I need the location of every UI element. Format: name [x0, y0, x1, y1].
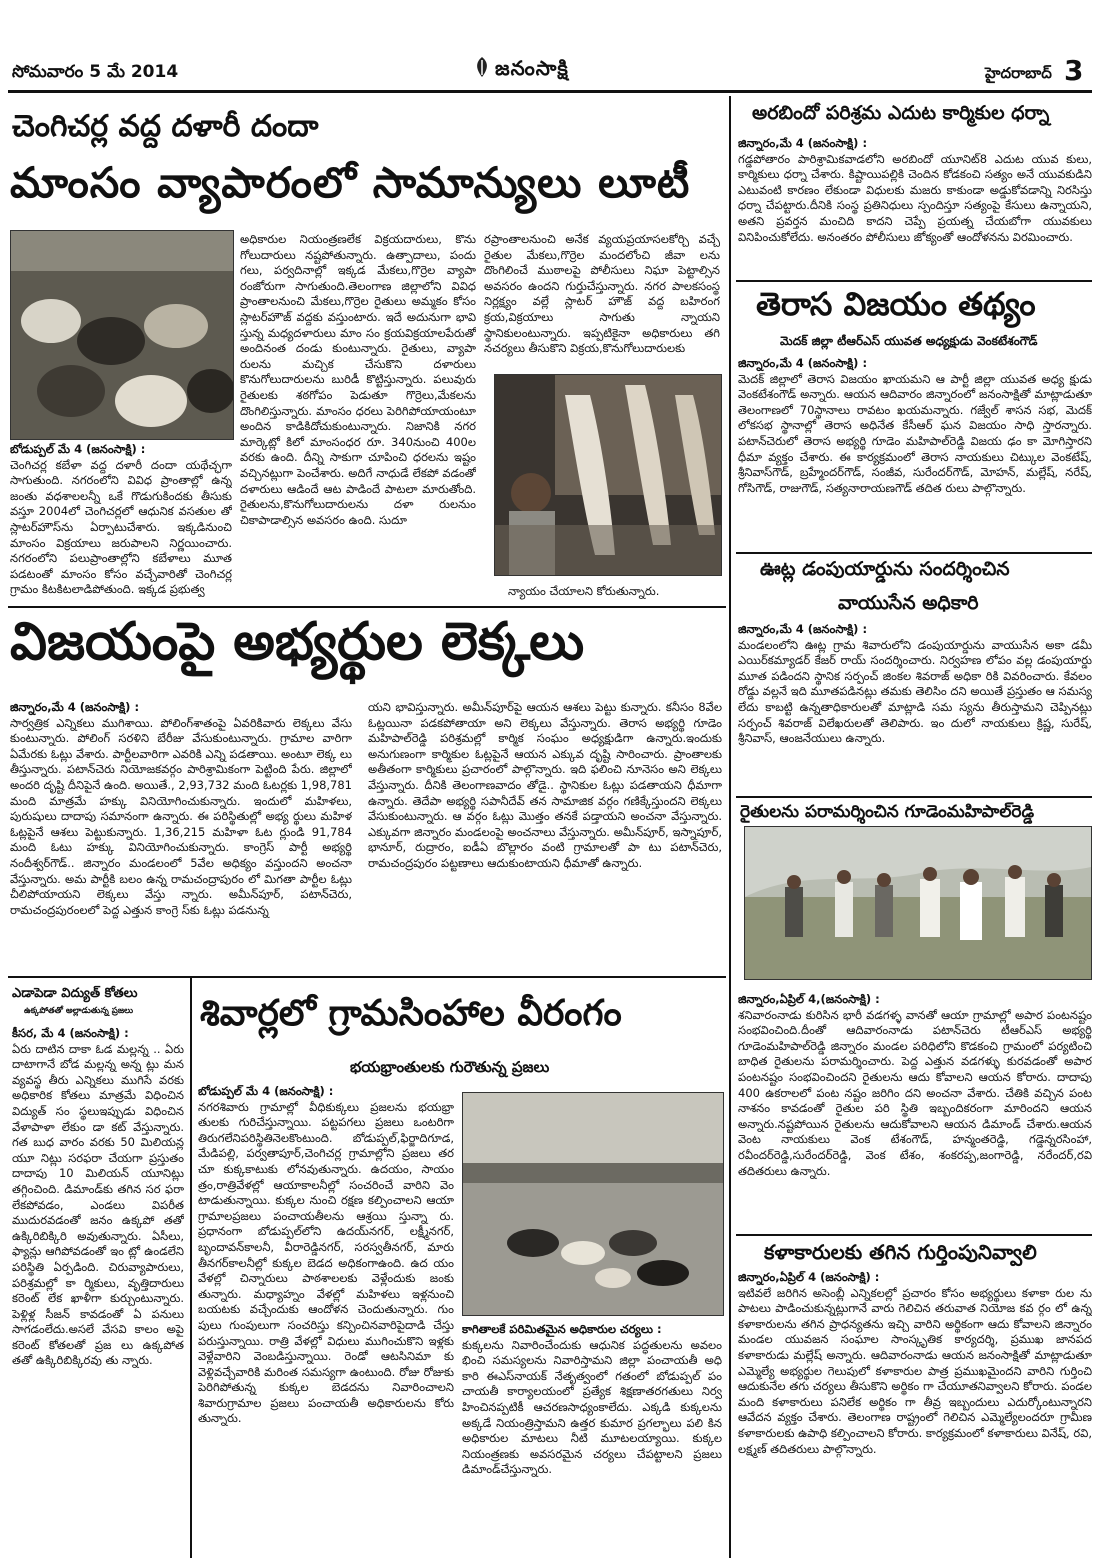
column-divider: [190, 978, 192, 1558]
story-column: [738, 1270, 1092, 1556]
story-column: [738, 622, 1092, 792]
dateline: జిన్నారం,ఏప్రిల్ 4,(జనంసాక్షి) :: [738, 992, 880, 1006]
butcher-photo: [494, 374, 722, 576]
story-text: సార్వత్రిక ఎన్నికలు ముగిశాయి. పోలింగ్‌శాతంపై ఏవరికివారు లెక్కలు వేసు కుంటున్నారు. పోలింగ్ సరళిని బేరీజు వేసుకుంటున్నారు. గ్రామాల వారిగా ఏమేరకు ఓట్లు వేశారు. పార్టీలవారిగా ఎవరికి ఎన్ని పడతాయి. అంటూ లెక్క లు తీస్తున్నారు. పటాన్‌చెరు నియోజకవర్గం పారిశ్రామికంగా పెట్టింది పేరు. జిల్లాలో అందరి దృష్టి దీనిపైనే ఉంది. అయితే., 2,93,732 మంది ఓటర్లకు 1,98,781 మంది మాత్రమే హక్కు వినియోగించుకున్నారు. ఇందులో మహిళలు, పురుషులు దాదాపు సమానంగా ఉన్నారు. ఈ పరిస్థితుల్లో అభ్య ర్థులు మహిళ ఓట్లపైనే ఆశలు పెట్టుకున్నారు. 1,36,215 మహిళా ఓట ర్లుండి 91,784 మంది ఓటు హక్కు వినియోగించుకున్నారు. కాంగ్రెస్ పార్టీ అభ్యర్థి నందీశ్వర్‌గౌడ్.. జిన్నారం మండలంలో 5వేల అధిక్యం వస్తుందని అంచనా వేస్తున్నారు. అమ పార్టీకి బలం ఉన్న రామచంద్రాపురం లో మిగతా పార్టీల ఓట్లు చీలిపోయాయని లెక్కలు వేస్తు న్నారు. అమీన్‌పూర్, పటాన్‌చెరు, రామచంద్రపురంలలో పెద్ద ఎత్తున కాంగ్రె స్‌కు ఓట్లు పడనున్న: [10, 715, 352, 917]
story-text: కుక్కలను నివారించేందుకు ఆధునిక పద్ధతులను అవలం భించి సమస్యలను నివారిస్తామని జిల్లా పంచాయతీ అధి కారి ఈఎస్‌నాయక్ నేతృత్వంలో గతంలో బోడుప్పల్ పం చాయతీ కార్యాలయంలో ప్రత్యేక శిక్షణాతరగతులు నిర్వ హించినప్పటికీ ఆచరణసాధ్యంకాలేదు. ఎక్కడి కుక్కలను అక్కడే నియంత్రిస్తామని ఉత్తర కుమార ప్రగల్భాలు పలి కిన అధికారుల మాటలు నీటి మూటలయ్యాయి. కుక్కల నియంత్రణకు అవసరమైన చర్యలు చేపట్టాలని ప్రజలు డిమాండ్‌చేస్తున్నారు.: [462, 1337, 722, 1477]
section-divider: [736, 796, 1092, 798]
column-divider: [729, 96, 731, 1558]
story-headline: విజయంపై అభ్యర్థుల లెక్కలు: [10, 612, 585, 672]
story-headline: ఎడాపెడా విద్యుత్ కోతలు: [12, 986, 138, 1001]
story-tail: [508, 584, 720, 602]
sidebar-box: [462, 1322, 722, 1556]
story-text: ఏరు దాటిన దాకా ఓడ మల్లన్న .. ఏరు దాటాగానే బోడ మల్లన్న అన్న ట్లు మన వ్యవస్థ తీరు ఎన్నికలు ముగిసే వరకు అధికారిక కోతలు మాత్రమే విధించిన విద్యుత్ సం స్థలుఇప్పుడు విధించిన వేళాపాళా లేకుం డా కట్ వేస్తున్నారు. గత బుధ వారం వరకు 50 మిలియన్ల యూ నిట్లు సరఫరా చేయగా ప్రస్తుతం దాదాపు 10 మిలియన్ యూనిట్లు తగ్గించింది. డిమాండ్‌కు తగిన సర ఫరా లేకపోవడం, ఎండలు విపరీత ముదురవడంతో జనం ఉక్కపో తతో ఉక్కిరిబిక్కిరి అవుతున్నారు. ఏసీలు, ఫ్యాన్లు ఆగిపోవడంతో ఇం ట్లో ఉండలేని పరిస్థితి ఏర్పడింది. చిరువ్యాపారులు, పరిశ్రమల్లో కా ర్మికులు, వృత్తిదారులు కరెంట్ లేక ఖాళీగా కుర్చుంటున్నారు. పెళ్లిళ్ల సీజన్ కావడంతో ఏ పనులు సాగడంలేదు.అసలే వేసవి కాలం అపై కరెంట్ కోతలతో ప్రజ లు ఉక్కపోత తతో ఉక్కిరిబిక్కిరవు తు న్నారు.: [12, 1041, 184, 1368]
dateline: జిన్నారం,ఏప్రిల్ 4 (జనంసాక్షి) :: [738, 1270, 880, 1284]
dateline: జిన్నారం,మే 4 (జనంసాక్షి) :: [738, 622, 868, 636]
box-title: కాగితాలకే పరిమితమైన అధికారుల చర్యలు :: [462, 1322, 662, 1336]
dateline: జిన్నారం,మే 4 (జనంసాక్షి) :: [10, 700, 140, 714]
story-text: మెదక్ జిల్లాలో తెరాస విజయం ఖాయమని ఆ పార్టీ జిల్లా యువత అధ్య క్షుడు వెంకటేశంగౌడ్ అన్నారు. ఆయన ఆదివారం జిన్నారంలో జనంసాక్షితో మాట్లాడుతూ తెలంగాణలో 70స్థానాలు రావటం ఖయమన్నారు. గజ్వేల్ శాసన సభ, మెదక్ లోకసభ స్థానాల్లో తెరాస అధినేత కేసీఆర్ ఘన విజయం సాధి స్తారన్నారు. పటాన్‌చెరులో తెరాస అభ్యర్థి గూడెం మహిపాల్‌రెడ్డి విజయ ఢం కా మోగిస్తారని ధీమా వ్యక్తం చేశారు. ఈ కార్యక్రమంలో తెరాస నాయకులు చిట్కుల వెంకటేష్, శ్రీనివాస్‌గౌడ్, బ్రహ్మేందర్‌గౌడ్, సంజీవ, సురేందర్‌గౌడ్, మోహన్, మల్లేష్, నరేష్, గోసిగౌడ్, రాజుగౌడ్, సత్యనారాయణగౌడ్ తదిత రులు పాల్గొన్నారు.: [738, 371, 1092, 495]
story-column: [738, 992, 1092, 1232]
page-header: [0, 0, 1100, 96]
section-divider: [736, 552, 1092, 554]
story-headline: రైతులను పరామర్శించిన గూడెంమహిపాల్‌రెడ్డి: [740, 802, 1035, 822]
story-column: [198, 1084, 454, 1556]
page-number: 3: [1064, 54, 1084, 87]
dateline: బోడుప్పల్ మే 4 (జనంసాక్షి) :: [198, 1084, 334, 1098]
dateline: జిన్నారం,మే 4 (జనంసాక్షి) :: [738, 136, 868, 150]
story-text: చెంగిచర్ల కబేళా వద్ద దళారీ దందా యథేచ్ఛగా సాగుతుంది. నగరంలోని వివిధ ప్రాంతాల్లో ఉన్న జంతు వధశాలలన్నీ ఒకే గొడుగుకిందకు తీసుకు వస్తూ 2004లో చెంగిచర్లలో ఆధునిక వసతుల తో స్లాటర్‌హౌస్‌ను ఏర్పాటుచేశారు. ఇక్కడినుంచి మాంసం విక్రయాలు జరుపాలని నిర్ణయించారు. నగరంలోని పలుప్రాంతాల్లోని కబేళాలు మూత పడటంతో మాంసం కోసం వచ్చేవారితో చెంగిచర్ల గ్రామం కిటకిటలాడిపోతుంది. ఇక్కడ ప్రభుత్వ: [10, 457, 232, 597]
story-column: [10, 700, 352, 972]
story-column: [368, 700, 722, 972]
dateline: జిన్నారం,మే 4 (జనంసాక్షి) :: [738, 356, 868, 370]
story-text: నగరశివారు గ్రామాల్లో వీధికుక్కలు ప్రజలను భయభ్రా తులకు గురిచేస్తున్నాయి. పట్టపగలు ప్రజలు ఒంటరిగా తిరుగలేనిపరిస్థితినెలకొంటుంది. బోడుప్పల్,ఫిర్జాదిగూడ, మేడిపల్లి, పర్వతాపూర్,చెంగిచర్ల గ్రామాల్లోని ప్రజలు తర చూ కుక్కకాటుకు లోనవుతున్నారు. ఉదయం, సాయం త్రం,రాత్రివేళల్లో ఆయాకాలనీల్లో సంచరించే వారిని వెం టాడుతున్నాయి. కుక్కల నుంచి రక్షణ కల్పించాలని ఆయా గ్రామాలప్రజలు పంచాయతీలను ఆశ్రయి స్తున్నా రు. ప్రధానంగా బోడుప్పల్‌లోని ఉదయ్‌నగర్, లక్ష్మీనగర్, బృందావన్‌కాలనీ, వీరారెడ్డినగర్, సరస్వతీనగర్, మారు తీనగర్‌కాలనీల్లో కుక్కల బెడద అధికంగాఉంది. ఉద యం వేళల్లో చిన్నారులు పాఠశాలలకు వెళ్లేందుకు జంకు తున్నారు. మధ్యాహ్నం వేళల్లో మహిళలు ఇళ్లనుంచి బయటకు వచ్చేందుకు ఆందోళన చెందుతున్నారు. గుం పులు గుంపులుగా సంచరిస్తు కన్పించినవారిపైదాడి చేస్తు పరుస్తున్నాయి. రాత్రి వేళల్లో విధులు ముగించుకొని ఇళ్లకు వెళ్లేవారిని వెంబడిస్తున్నాయి. రెండో ఆటసినిమా కు వెళ్లివచ్చేవారికి మరింత సమస్యగా ఉంటుంది. రోజు రోజుకు పెరిగిపోతున్న కుక్కల బెడదను నివారించాలని శివారుగ్రామాల ప్రజలు పంచాయతీ అధికారులను కోరు తున్నారు.: [198, 1099, 454, 1426]
section-divider: [8, 606, 726, 608]
story-column: [738, 136, 1092, 278]
story-headline: వాయుసేన అధికారి: [838, 592, 979, 614]
story-kicker: చెంగిచర్ల వద్ద దళారీ దందా: [12, 109, 319, 144]
farmers-photo: [744, 826, 1092, 980]
story-text: అధికారుల నియంత్రణలేక విక్రయదారులు, కొను గోలుదారులు నష్టపోతున్నారు. ఉత్పాదాలు, పందు గలు, పర్వదినాల్లో ఇక్కడ మేకలు,గొర్రెల వ్యాపా రంజోరుగా సాగుతుంది.తెలంగాణ జిల్లాలోని వివిధ ప్రాంతాలనుంచి మేకలు,గొర్రెల రైతులు అమ్మకం కోసం స్లాటర్‌హౌజ్ వద్దకు వస్తుంటారు. ఇదే అదునుగా భావి స్తున్న మధ్యదళారులు మాం సం క్రయవిక్రయాలపేరుతో అందినంత దండు కుంటున్నారు. రైతులు, వ్యాపా రులను మచ్చిక చేసుకొని దళారులు కొనుగోలుదారులను బురిడీ కొట్టిస్తున్నారు. పలువురు రైతులకు శఠగోపం పెడుతూ గొర్రెలు,మేకలను దొంగిలిస్తున్నారు. మాంసం ధరలు పెరిగిపోయాయంటూ అందిన కాడికిదోచుకుంటున్నారు. నిజానికి నగర మార్కెట్లో కిలో మాంసంధర రూ. 340నుంచి 400ల వరకు ఉంది. దీన్ని సాకుగా చూపించి ధరలను ఇష్టం వచ్చినట్లుగా పెంచేశారు. అదిగే నాధుడే లేకపో వడంతో దళారులు ఆడిందే ఆట పాడిందే పాటలా మారుతోంది. రైతులను,కొనుగోలుదారులను దళా రులనుం చికాపాడాల్సిన అవసరం ఉంది. సుదూ: [240, 232, 476, 527]
story-subhead: మెదక్ జిల్లా టీఆర్ఎస్ యువత అధ్యక్షుడు వెంకటేశంగౌడ్: [780, 334, 1038, 348]
masthead: జనంసాక్షి: [495, 56, 569, 80]
issue-date: సోమవారం 5 మే 2014: [12, 62, 179, 82]
dateline: బోడుప్పల్ మే 4 (జనంసాక్షి) :: [10, 442, 146, 456]
story-subhead: భయభ్రాంతులకు గురౌతున్న ప్రజలు: [350, 1058, 550, 1076]
story-column: [240, 232, 476, 602]
story-headline: అరబిందో పరిశ్రమ ఎదుట కార్మికుల ధర్నా: [752, 102, 1050, 124]
story-headline: మాంసం వ్యాపారంలో సామాన్యులు లూటీ: [10, 158, 691, 207]
section-divider: [736, 1234, 1092, 1236]
story-column: [12, 1026, 184, 1556]
story-headline: కళాకారులకు తగిన గుర్తింపునివ్వాలి: [764, 1240, 1037, 1264]
masthead-logo-icon: [472, 56, 492, 78]
story-subhead: ఉక్కపోతతో అల్లాడుతున్న ప్రజలు: [24, 1006, 134, 1016]
story-headline: ఊట్ల డంపుయార్డును సందర్శించిన: [760, 558, 1010, 580]
story-text: రప్రాంతాలనుంచి అనేక వ్యయప్రయాసలకోర్చి వచ్చే రైతుల మేకలు,గొర్రెల మందలోంచి జీవా లను దొంగిలించే ముఠాలపై పోలీసులు నిఘా పెట్టాల్సిన అవసరం ఉందని గుర్తుచేస్తున్నారు. నగర పాలకసంస్థ నిర్లక్ష్యం వల్లే స్లాటర్ హౌజ్ వద్ద బహిరంగ క్రయ,విక్రయాలు సాగుతు న్నాయని స్థానికులంటున్నారు. ఇప్పటికైనా అధికారులు తగి నచర్యలు తీసుకొని విక్రయ,కొనుగోలుదారులకు: [484, 232, 720, 356]
story-column: [484, 232, 720, 372]
goats-photo: [10, 230, 234, 440]
story-text: యని భావిస్తున్నారు. అమీన్‌పూర్‌పై ఆయన ఆశలు పెట్టు కున్నారు. కనీసం 8వేల ఓట్లయినా పడకపోతాయా అని లెక్కలు వేస్తున్నారు. తెరాస అభ్యర్థి గూడెం మహిపాల్‌రెడ్డి పరిశ్రమల్లో కార్మిక సంఘం అధ్యక్షుడిగా ఉన్నారు.ఇందుకు అనుగుణంగా కార్మికుల ఓట్లపైనే ఆయన ఎక్కువ దృష్టి సారించారు. ప్రాంతాలకు అతీతంగా కార్మికులు ప్రచారంలో పాల్గొన్నారు. ఇది ఫలించి నూనెసం అని లెక్కలు వేస్తున్నారు. దీనికి తెలంగాణవాదం తోడై.. స్థానికుల ఓట్లు పడతాయని ధీమాగా ఉన్నారు. తెదేపా అభ్యర్థి సపానీదేవ్ తన సామాజిక వర్గం గణిక్కేస్తుందని లెక్కలు వేసుకుంటున్నారు. ఆ వర్గం ఓట్లు మొత్తం తనకే పడ్తాయని అంచనా వేస్తున్నారు. ఎక్కువగా జిన్నారం మండలంపై అంచనాలు వేస్తున్నారు. అమీన్‌పూర్, ఇస్నాపూర్, భానూర్, రుద్రారం, ఐడీఏ బొల్లారం వంటి గ్రామాలతో పా టు పటాన్‌చెరు, రామచంద్రపురం పట్టణాలు ఆదుకుంటాయని ధీమాతో ఉన్నారు.: [368, 700, 722, 870]
stray-dogs-photo: [462, 1092, 724, 1316]
dateline: కీసర, మే 4 (జనంసాక్షి) :: [12, 1026, 129, 1040]
story-column: [738, 356, 1092, 550]
story-text: శనివారంనాడు కురిసిన భారీ వడగళ్ళ వానతో ఆయా గ్రామాల్లో అపార పంటనష్టం సంభవించింది.దీంతో ఆదివారంనాడు పటాన్‌చెరు టీఆర్‌ఎస్ అభ్యర్థి గూడెంమహిపాల్‌రెడ్డి జిన్నారం మండల పరిధిలోని కొడకంచి గ్రామంలో పర్యటించి బాధిత రైతులను పరామర్శించారు. పెద్ద ఎత్తున వడగళ్ళు కురవడంతో అపార పంటనష్టం సంభవించిందని రైతులను ఆదు కోవాలని ఆయన కోరారు. దాదాపు 400 ఉకరాలలో పంట నష్టం జరిగిం దని అంచనా వేశారు. చేతికి వచ్చిన పంట నాశనం కావడంతో రైతుల పరి స్థితి ఇబ్బందికరంగా మారిందని ఆయన అన్నారు.నష్టపోయిన రైతులను ఆదుకోవాలని ఆయన డిమాండ్ చేశారు.ఆయన వెంట నాయకులు వెంక టేశంగౌడ్, హన్మంతరెడ్డి, గడ్డెన్నరసింహా, రవీందర్‌రెడ్డి,సురేందర్‌రెడ్డి, వెంక టేశం, శంకరప్ప,జంగారెడ్డి, నరేందర్,రవి తదితరులు ఉన్నారు.: [738, 1007, 1092, 1178]
story-text: ఇటివలే జరిగిన అసెంబ్లీ ఎన్నికలల్లో ప్రచారం కోసం అభ్యర్థులు కళాకా రుల ను పాటలు పాడించుకున్నట్లుగానే వారు గెలిచిన తరువాత నియోజ కవ ర్గం లో ఉన్న కళాకారులను తగిన ప్రాధన్యతను ఇచ్చి వారిని అర్థికంగా ఆదు కోవాలని జిన్నారం మండల యువజన సంఘాల సాంస్కృతిక కార్యదర్శి, ప్రముఖ జానపద కళాకారుడు మల్లేష్ అన్నారు. ఆదివారంనాడు ఆయన జనంసాక్షితో మాట్లాడుతూ ఎమ్మెల్యే అభ్యర్థుల గెలుపులో కళాకారుల పాత్ర ప్రముఖమైందని వారిని గుర్తించి ఆదుకునేల తగు చర్యలు తీసుకొని అర్థికం గా చేయూతనివ్వాలని కోరారు. పండల మంది కళాకారులు పనిలేక అర్థికం గా తీవ్ర ఇబ్బందులు ఎదుర్కోంటున్నారని ఆవేదన వ్యక్తం చేశారు. తెలంగాణ రాష్ట్రంలో గెలిచిన ఎమ్మెల్యేలందరూ గ్రామీణ కళాకారులకు ఉపాధి కల్పించాలని కోరారు. కార్యక్రమంలో కళాకారులు వినేష్, రవి, లక్ష్మణ్ తదితరులు పాల్గొన్నారు.: [738, 1285, 1092, 1456]
edition-city: హైదరాబాద్: [985, 64, 1052, 82]
header-rule: [8, 90, 1092, 93]
story-text: గడ్డపోతారం పారిశ్రామికవాడలోని అరబిందో యూనిట్8 ఎదుట యువ కులు, కార్మికులు ధర్నా చేశారు. కిష్టాయిపల్లికి చెందిన కోడకంచి సత్యం అనే యువకుడిని ఎటువంటి కారణం లేకుండా విధులకు మజరు కాకుండా అడ్డుకోవడాన్ని నిరసిస్తు ధర్నా చేపట్టారు.దీనికి సంస్థ ప్రతినిధులు స్పందిస్తూ సత్యంపై కేసులు ఉన్నాయని, అతని ప్రవర్తన మంచిది కాదని చెప్పే ప్రయత్న చేయబోగా యువకులు వినిపించుకోలేదు. అనంతరం పోలీసులు జోక్యంతో ఆందోళనను విరమించారు.: [738, 151, 1092, 244]
story-column: [10, 442, 232, 600]
section-divider: [8, 976, 726, 978]
story-headline: తెరాస విజయం తథ్యం: [756, 285, 1036, 323]
story-headline: శివార్లలో గ్రామసింహాల వీరంగం: [200, 993, 622, 1034]
section-divider: [736, 280, 1092, 282]
story-text: న్యాయం చేయాలని కోరుతున్నారు.: [508, 584, 660, 598]
story-text: మండలంలోని ఊట్ల గ్రామ శివారులోని డంపుయార్డును వాయుసేన అకా డమీ ఎయిర్‌కమ్యాడర్ కేజర్ రాయ్ సందర్శించారు. నిర్వహణ లోపం వల్ల డంపుయార్డు మూత పడిందని స్థానిక సర్పంచ్ జింకల శివరాజ్ అధికా రికి వివరించారు. కేవలం రోడ్డు వల్లనే ఇది మూతపడినట్లు తమకు తెలిసిం దని అయితే ప్రస్తుతం ఆ సమస్య లేదు కాబట్టి ఉన్నతాధికారులతో మాట్లాడి సమ స్యను తీరుస్తామని చెప్పినట్లు సర్పంచ్ శివరాజ్ విలేఖరులతో తెలిపారు. ఇం దులో నాయకులు క్రిష్ణ, సురేష్, శ్రీనివాస్, ఆంజనేయులు ఉన్నారు.: [738, 637, 1092, 746]
